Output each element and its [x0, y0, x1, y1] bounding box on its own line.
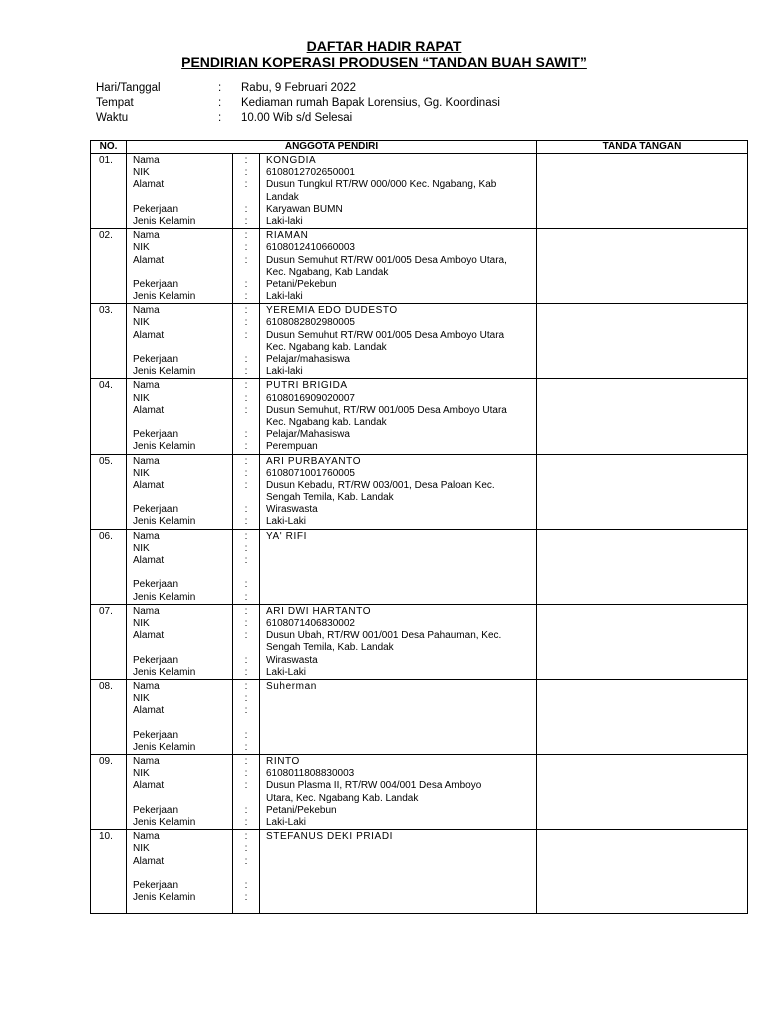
job-label: Pekerjaan: [133, 429, 179, 441]
meeting-date-value: Rabu, 9 Februari 2022: [241, 82, 357, 94]
field-labels-cell: [127, 679, 233, 754]
signature-cell[interactable]: [537, 229, 748, 304]
name-label: Nama: [133, 831, 160, 843]
gender-label: Jenis Kelamin: [133, 441, 196, 453]
signature-cell[interactable]: [537, 529, 748, 604]
member-job: [260, 579, 536, 591]
field-labels-cell: [127, 755, 233, 830]
field-labels-cell: [127, 454, 233, 529]
colon-cell: [233, 229, 260, 304]
name-label: Nama: [133, 756, 160, 767]
member-gender: Laki-Laki: [266, 666, 307, 678]
row-number-cell: [91, 604, 127, 679]
member-gender: Perempuan: [266, 441, 318, 453]
job-label: Pekerjaan: [133, 804, 179, 816]
colon: :: [244, 579, 248, 591]
colon: :: [244, 605, 248, 617]
member-values-cell: [260, 529, 537, 604]
nik-label: NIK: [133, 617, 150, 629]
document-subtitle: PENDIRIAN KOPERASI PRODUSEN “TANDAN BUAH SAWIT”: [181, 54, 587, 70]
table-row: [91, 679, 748, 754]
colon: :: [244, 479, 248, 491]
member-name: RIAMAN: [266, 230, 309, 242]
signature-cell[interactable]: [537, 679, 748, 754]
address-label: Alamat: [133, 179, 165, 191]
member-address-line2: Sengah Temila, Kab. Landak: [266, 492, 394, 504]
colon: :: [244, 530, 248, 542]
job-label: Pekerjaan: [133, 354, 179, 365]
nik-label: NIK: [133, 242, 150, 254]
meeting-place-label: Tempat: [96, 97, 134, 109]
member-values-cell: [260, 604, 537, 679]
colon-cell: [233, 679, 260, 754]
nik-label: NIK: [133, 317, 150, 329]
member-gender: [260, 892, 536, 904]
table-row: [91, 529, 748, 604]
row-number: 09.: [99, 756, 113, 767]
table-row: [91, 154, 748, 229]
member-address-line1: Dusun Semuhut, RT/RW 001/005 Desa Amboyo Utara: [266, 404, 507, 416]
colon: :: [244, 831, 248, 843]
colon: :: [244, 254, 248, 266]
member-address-line1: Dusun Semuhut RT/RW 001/005 Desa Amboyo Utara,: [266, 254, 507, 266]
gender-label: Jenis Kelamin: [133, 516, 196, 528]
row-number-cell: [91, 454, 127, 529]
row-number: 05.: [99, 455, 113, 467]
address-label: Alamat: [133, 404, 165, 416]
member-address-line2: Landak: [266, 191, 299, 203]
member-name: ARI PURBAYANTO: [266, 455, 362, 467]
member-values-cell: [260, 755, 537, 830]
name-label: Nama: [133, 680, 160, 692]
colon: :: [244, 155, 248, 166]
colon: :: [244, 630, 248, 642]
header-founding-members: ANGGOTA PENDIRI: [127, 141, 537, 154]
colon: :: [244, 680, 248, 692]
signature-cell[interactable]: [537, 154, 748, 229]
colon-cell: [233, 604, 260, 679]
member-address-line1: Dusun Semuhut RT/RW 001/005 Desa Amboyo Utara: [266, 329, 505, 341]
colon: :: [244, 542, 248, 554]
member-name: YEREMIA EDO DUDESTO: [266, 305, 398, 317]
meeting-time-value: 10.00 Wib s/d Selesai: [241, 112, 353, 124]
gender-label: Jenis Kelamin: [133, 291, 196, 303]
member-address-line1: [260, 555, 536, 567]
member-gender: Laki-laki: [266, 366, 303, 378]
meeting-date-colon: :: [218, 82, 222, 94]
colon: :: [244, 855, 248, 867]
member-address-line1: Dusun Ubah, RT/RW 001/001 Desa Pahauman, Kec.: [266, 630, 502, 642]
member-name: KONGDIA: [266, 155, 317, 166]
colon: :: [244, 291, 248, 303]
colon-cell: [233, 454, 260, 529]
name-label: Nama: [133, 530, 160, 542]
member-name: Suherman: [266, 680, 317, 692]
colon: :: [244, 354, 248, 365]
document-title: DAFTAR HADIR RAPAT: [306, 38, 462, 54]
member-name: STEFANUS DEKI PRIADI: [266, 831, 394, 843]
member-nik: 6108012702650001: [266, 167, 355, 179]
member-name: ARI DWI HARTANTO: [266, 605, 372, 617]
colon: :: [244, 879, 248, 891]
colon: :: [244, 729, 248, 741]
member-values-cell: [260, 454, 537, 529]
job-label: Pekerjaan: [133, 203, 179, 215]
signature-cell[interactable]: [537, 304, 748, 379]
colon: :: [244, 654, 248, 666]
table-row: [91, 830, 748, 914]
table-header-row: [91, 141, 748, 154]
gender-label: Jenis Kelamin: [133, 816, 196, 828]
member-nik: [260, 543, 536, 555]
name-label: Nama: [133, 380, 160, 392]
member-nik: [260, 693, 536, 705]
colon-cell: [233, 154, 260, 229]
row-number: 07.: [99, 605, 113, 617]
address-label: Alamat: [133, 855, 165, 867]
colon: :: [244, 455, 248, 467]
member-address-line1: [260, 856, 536, 868]
member-address-line2: [260, 868, 536, 880]
job-label: Pekerjaan: [133, 654, 179, 666]
row-number-cell: [91, 304, 127, 379]
row-number-cell: [91, 154, 127, 229]
member-job: Wiraswasta: [266, 504, 318, 516]
table-row: [91, 379, 748, 454]
address-label: Alamat: [133, 329, 165, 341]
meeting-date-label: Hari/Tanggal: [96, 82, 161, 94]
gender-label: Jenis Kelamin: [133, 741, 196, 753]
member-job: Wiraswasta: [266, 654, 318, 666]
member-gender: Laki-Laki: [266, 816, 307, 828]
colon: :: [244, 705, 248, 717]
table-row: [91, 755, 748, 830]
colon: :: [244, 392, 248, 404]
colon: :: [244, 366, 248, 378]
member-address-line2: Kec. Ngabang, Kab Landak: [266, 266, 389, 278]
member-nik: 6108012410660003: [266, 242, 355, 254]
meeting-place-colon: :: [218, 97, 222, 109]
member-gender: Laki-laki: [266, 215, 303, 227]
colon: :: [244, 230, 248, 242]
gender-label: Jenis Kelamin: [133, 215, 196, 227]
nik-label: NIK: [133, 167, 150, 179]
row-number-cell: [91, 755, 127, 830]
colon: :: [244, 693, 248, 705]
colon-cell: [233, 304, 260, 379]
colon-cell: [233, 830, 260, 914]
colon: :: [244, 741, 248, 753]
row-number-cell: [91, 379, 127, 454]
name-label: Nama: [133, 305, 160, 317]
signature-cell[interactable]: [537, 755, 748, 830]
colon: :: [244, 467, 248, 479]
member-nik: 6108082802980005: [266, 317, 355, 329]
job-label: Pekerjaan: [133, 579, 179, 591]
colon: :: [244, 278, 248, 290]
member-nik: 6108016909020007: [266, 392, 355, 404]
row-number-cell: [91, 529, 127, 604]
member-values-cell: [260, 304, 537, 379]
row-number: 04.: [99, 380, 113, 392]
job-label: Pekerjaan: [133, 879, 179, 891]
colon: :: [244, 429, 248, 441]
member-gender: Laki-Laki: [266, 516, 307, 528]
member-address-line2: Kec. Ngabang kab. Landak: [266, 416, 387, 428]
field-labels-cell: [127, 604, 233, 679]
nik-label: NIK: [133, 693, 150, 705]
colon: :: [244, 816, 248, 828]
colon-cell: [233, 379, 260, 454]
colon: :: [244, 215, 248, 227]
field-labels-cell: [127, 154, 233, 229]
member-name: RINTO: [266, 756, 300, 767]
nik-label: NIK: [133, 542, 150, 554]
address-label: Alamat: [133, 254, 165, 266]
member-address-line2: Utara, Kec. Ngabang Kab. Landak: [266, 792, 419, 804]
address-label: Alamat: [133, 705, 165, 717]
row-number: 03.: [99, 305, 113, 317]
name-label: Nama: [133, 455, 160, 467]
member-job: Petani/Pekebun: [266, 804, 337, 816]
address-label: Alamat: [133, 780, 165, 792]
address-label: Alamat: [133, 630, 165, 642]
row-number: 10.: [99, 831, 113, 843]
member-values-cell: [260, 679, 537, 754]
job-label: Pekerjaan: [133, 278, 179, 290]
colon: :: [244, 305, 248, 317]
colon: :: [244, 768, 248, 780]
attendance-table: [90, 140, 748, 914]
member-values-cell: [260, 379, 537, 454]
member-job: Pelajar/Mahasiswa: [266, 429, 350, 441]
colon: :: [244, 380, 248, 392]
header-no: NO.: [91, 141, 127, 154]
member-address-line2: Sengah Temila, Kab. Landak: [266, 642, 394, 654]
row-number: 01.: [99, 155, 113, 166]
member-address-line1: Dusun Tungkul RT/RW 000/000 Kec. Ngabang, Kab: [266, 179, 497, 191]
member-job: Pelajar/mahasiswa: [266, 354, 350, 365]
row-number: 08.: [99, 680, 113, 692]
member-address-line2: Kec. Ngabang kab. Landak: [266, 341, 387, 353]
job-label: Pekerjaan: [133, 729, 179, 741]
colon-cell: [233, 529, 260, 604]
member-gender: [260, 592, 536, 604]
meeting-time-label: Waktu: [96, 112, 129, 124]
colon: :: [244, 317, 248, 329]
nik-label: NIK: [133, 768, 150, 780]
name-label: Nama: [133, 230, 160, 242]
member-address-line1: [260, 705, 536, 717]
table-row: [91, 304, 748, 379]
colon: :: [244, 843, 248, 855]
member-nik: 6108011808830003: [266, 768, 355, 780]
gender-label: Jenis Kelamin: [133, 366, 196, 378]
member-values-cell: [260, 229, 537, 304]
colon: :: [244, 756, 248, 767]
member-name: YA' RIFI: [266, 530, 307, 542]
name-label: Nama: [133, 155, 160, 166]
field-labels-cell: [127, 229, 233, 304]
colon: :: [244, 179, 248, 191]
colon: :: [244, 666, 248, 678]
member-job: Karyawan BUMN: [266, 203, 343, 215]
nik-label: NIK: [133, 467, 150, 479]
signature-cell[interactable]: [537, 830, 748, 914]
colon: :: [244, 203, 248, 215]
attendance-table-body: [91, 154, 748, 914]
member-values-cell: [260, 154, 537, 229]
gender-label: Jenis Kelamin: [133, 666, 196, 678]
gender-label: Jenis Kelamin: [133, 892, 196, 904]
colon: :: [244, 404, 248, 416]
name-label: Nama: [133, 605, 160, 617]
nik-label: NIK: [133, 392, 150, 404]
member-gender: [260, 742, 536, 754]
member-nik: 6108071001760005: [266, 467, 355, 479]
field-labels-cell: [127, 304, 233, 379]
colon: :: [244, 780, 248, 792]
table-row: [91, 454, 748, 529]
table-row: [91, 229, 748, 304]
member-nik: [260, 843, 536, 855]
nik-label: NIK: [133, 843, 150, 855]
member-address-line2: [260, 717, 536, 729]
colon: :: [244, 516, 248, 528]
member-gender: Laki-laki: [266, 291, 303, 303]
colon: :: [244, 329, 248, 341]
member-address-line1: Dusun Plasma II, RT/RW 004/001 Desa Amboyo: [266, 780, 482, 792]
member-nik: 6108071406830002: [266, 617, 355, 629]
colon: :: [244, 617, 248, 629]
row-number-cell: [91, 229, 127, 304]
member-job: Petani/Pekebun: [266, 278, 337, 290]
member-address-line2: [260, 567, 536, 579]
member-job: [260, 730, 536, 742]
member-address-line1: Dusun Kebadu, RT/RW 003/001, Desa Paloan Kec.: [266, 479, 495, 491]
field-labels-cell: [127, 529, 233, 604]
field-labels-cell: [127, 830, 233, 914]
colon: :: [244, 591, 248, 603]
meeting-place-value: Kediaman rumah Bapak Lorensius, Gg. Koordinasi: [241, 97, 500, 109]
table-row: [91, 604, 748, 679]
job-label: Pekerjaan: [133, 504, 179, 516]
member-values-cell: [260, 830, 537, 914]
colon: :: [244, 892, 248, 904]
colon: :: [244, 804, 248, 816]
header-signature: TANDA TANGAN: [537, 141, 748, 154]
signature-cell[interactable]: [537, 454, 748, 529]
member-job: [260, 880, 536, 892]
colon: :: [244, 167, 248, 179]
signature-cell[interactable]: [537, 604, 748, 679]
gender-label: Jenis Kelamin: [133, 591, 196, 603]
row-number: 02.: [99, 230, 113, 242]
colon: :: [244, 555, 248, 566]
address-label: Alamat: [133, 479, 165, 491]
address-label: Alamat: [133, 555, 165, 566]
signature-cell[interactable]: [537, 379, 748, 454]
field-labels-cell: [127, 379, 233, 454]
meeting-time-colon: :: [218, 112, 222, 124]
row-number-cell: [91, 679, 127, 754]
row-number-cell: [91, 830, 127, 914]
colon: :: [244, 504, 248, 516]
colon-cell: [233, 755, 260, 830]
row-number: 06.: [99, 530, 113, 542]
colon: :: [244, 242, 248, 254]
member-name: PUTRI BRIGIDA: [266, 380, 348, 392]
colon: :: [244, 441, 248, 453]
